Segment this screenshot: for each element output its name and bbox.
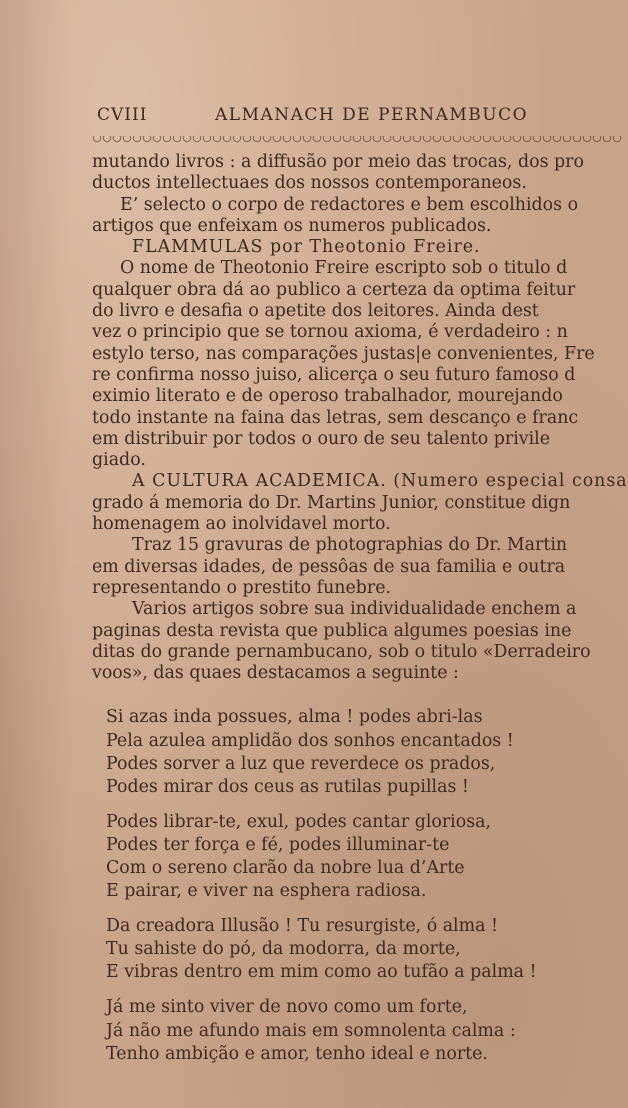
poem-verse: E vibras dentro em mim como ao tufão a palma ! bbox=[106, 962, 537, 983]
body-line: todo instante na faina das letras, sem descanço e franc bbox=[92, 407, 579, 428]
body-line: Varios artigos sobre sua individualidade enchem a bbox=[132, 599, 577, 620]
page-header bbox=[97, 105, 623, 129]
body-line: do livro e desafia o apetite dos leitores. Ainda dest bbox=[92, 301, 539, 322]
body-line: re confirma nosso juiso, alicerça o seu futuro famoso d bbox=[92, 364, 576, 385]
poem-verse: Da creadora Illusão ! Tu resurgiste, ó alma ! bbox=[106, 916, 498, 937]
body-line: estylo terso, nas comparações justas|e convenientes, Fre bbox=[92, 343, 595, 364]
body-line: ductos intellectuaes dos nossos contemporaneos. bbox=[92, 173, 527, 194]
body-line: O nome de Theotonio Freire escripto sob o titulo d bbox=[120, 258, 568, 279]
running-title: ALMANACH DE PERNAMBUCO bbox=[215, 105, 529, 125]
poem-verse: Tenho ambição e amor, tenho ideal e norte. bbox=[106, 1043, 488, 1064]
body-line: grado á memoria do Dr. Martins Junior, constitue dign bbox=[92, 492, 571, 513]
poem-verse: Tu sahiste do pó, da modorra, da morte, bbox=[106, 939, 461, 960]
page-number: CVIII bbox=[97, 105, 148, 125]
review-heading-cultura: A CULTURA ACADEMICA. (Numero especial consa bbox=[132, 471, 628, 492]
body-line: voos», das quaes destacamos a seguinte : bbox=[92, 663, 459, 684]
body-line: mutando livros : a diffusão por meio das trocas, dos pro bbox=[92, 152, 584, 172]
body-line: E’ selecto o corpo de redactores e bem escolhidos o bbox=[120, 194, 579, 215]
poem-verse: Podes ter força e fé, podes illuminar-te bbox=[106, 834, 450, 855]
body-line: em diversas idades, de pessôas de sua familia e outra bbox=[92, 556, 566, 577]
poem-verse: Com o sereno clarão da nobre lua d’Arte bbox=[106, 857, 465, 878]
poem-verse: Já não me afundo mais em somnolenta calma : bbox=[106, 1020, 516, 1041]
body-line: em distribuir por todos o ouro de seu talento privile bbox=[92, 428, 551, 449]
poem-verse: Pela azulea amplidão dos sonhos encantados ! bbox=[106, 730, 514, 751]
body-line: vez o principio que se tornou axioma, é verdadeiro : n bbox=[92, 322, 568, 343]
body-line: Traz 15 gravuras de photographias do Dr. Martin bbox=[132, 535, 568, 556]
review-heading-flammulas: FLAMMULAS por Theotonio Freire. bbox=[132, 237, 481, 258]
body-line: homenagem ao inolvidavel morto. bbox=[92, 514, 391, 535]
poem-verse: Podes mirar dos ceus as rutilas pupillas ! bbox=[106, 776, 469, 797]
poem-verse: Já me sinto viver de novo como um forte, bbox=[106, 997, 468, 1018]
poem-verse: Podes sorver a luz que reverdece os prados, bbox=[106, 753, 496, 774]
decorative-rule bbox=[92, 136, 623, 146]
body-line: giado. bbox=[92, 450, 146, 471]
body-line: paginas desta revista que publica algumes poesias ine bbox=[92, 620, 572, 641]
body-line: qualquer obra dá ao publico a certeza da optima feitur bbox=[92, 279, 576, 300]
poem-verse: Si azas inda possues, alma ! podes abri-las bbox=[106, 707, 483, 728]
page-body bbox=[92, 152, 628, 1064]
body-line: ditas do grande pernambucano, sob o titulo «Derradeiro bbox=[92, 641, 591, 662]
poem bbox=[92, 706, 623, 1065]
poem-verse: E pairar, e viver na esphera radiosa. bbox=[106, 881, 427, 902]
poem-verse: Podes librar-te, exul, podes cantar gloriosa, bbox=[106, 811, 492, 832]
body-line: representando o prestito funebre. bbox=[92, 577, 392, 598]
body-line: eximio literato e de operoso trabalhador, mourejando bbox=[92, 386, 563, 407]
body-line: artigos que enfeixam os numeros publicados. bbox=[92, 215, 492, 236]
